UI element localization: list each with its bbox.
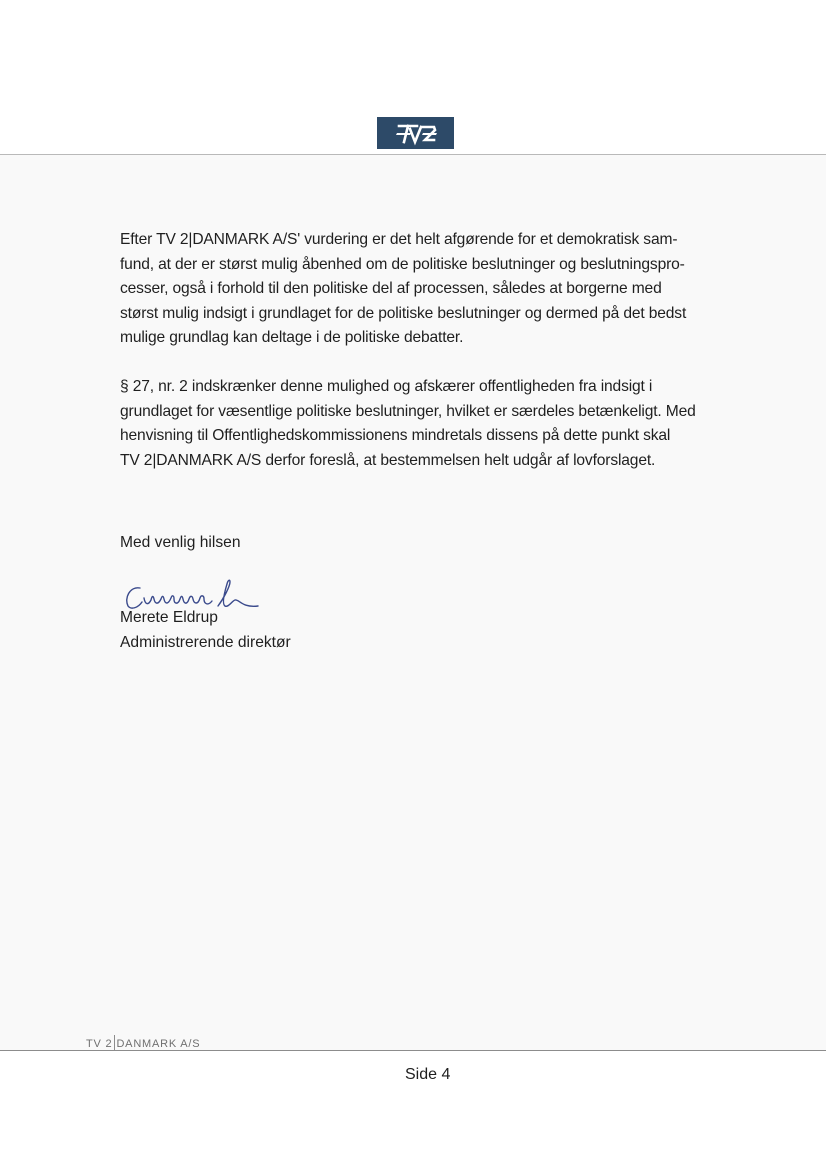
header-divider (0, 154, 826, 155)
letter-paragraph-2 (120, 375, 760, 473)
paragraph-line: fund, at der er størst mulig åbenhed om de politiske beslutninger og beslutningspro- (120, 255, 685, 273)
paragraph-line: § 27, nr. 2 indskrænker denne mulighed og afskærer offentligheden fra indsigt i (120, 378, 653, 395)
signer-title: Administrerende direktør (120, 634, 291, 651)
paragraph-line: henvisning til Offentlighedskommissionens mindretals dissens på dette punkt skal (120, 427, 671, 445)
signer-name: Merete Eldrup (120, 609, 218, 626)
paragraph-line: størst mulig indsigt i grundlaget for de politiske beslutninger og dermed på det bedst (120, 304, 687, 322)
paragraph-line: Efter TV 2|DANMARK A/S' vurdering er det helt afgørende for et demokratisk sam- (120, 231, 678, 248)
paragraph-line: grundlaget for væsentlige politiske beslutninger, hvilket er særdeles betænkeligt. Med (120, 402, 696, 420)
page-number: Side 4 (405, 1066, 451, 1083)
paragraph-line: cesser, også i forhold til den politiske del af processen, således at borgerne med (120, 280, 662, 298)
footer-company-right: DANMARK A/S (116, 1038, 201, 1050)
paragraph-line: mulige grundlag kan deltage i de politiske debatter. (120, 329, 464, 347)
footer-company-name (86, 1035, 200, 1051)
footer-company-left: TV 2 (86, 1038, 113, 1050)
tv2-logo-icon (377, 117, 454, 149)
paragraph-line: TV 2|DANMARK A/S derfor foreslå, at bestemmelsen helt udgår af lovforslaget. (120, 451, 656, 469)
footer-divider (0, 1050, 826, 1051)
letter-paragraph-1 (120, 228, 760, 351)
tv2-logo (377, 117, 454, 149)
closing-greeting: Med venlig hilsen (120, 534, 241, 551)
